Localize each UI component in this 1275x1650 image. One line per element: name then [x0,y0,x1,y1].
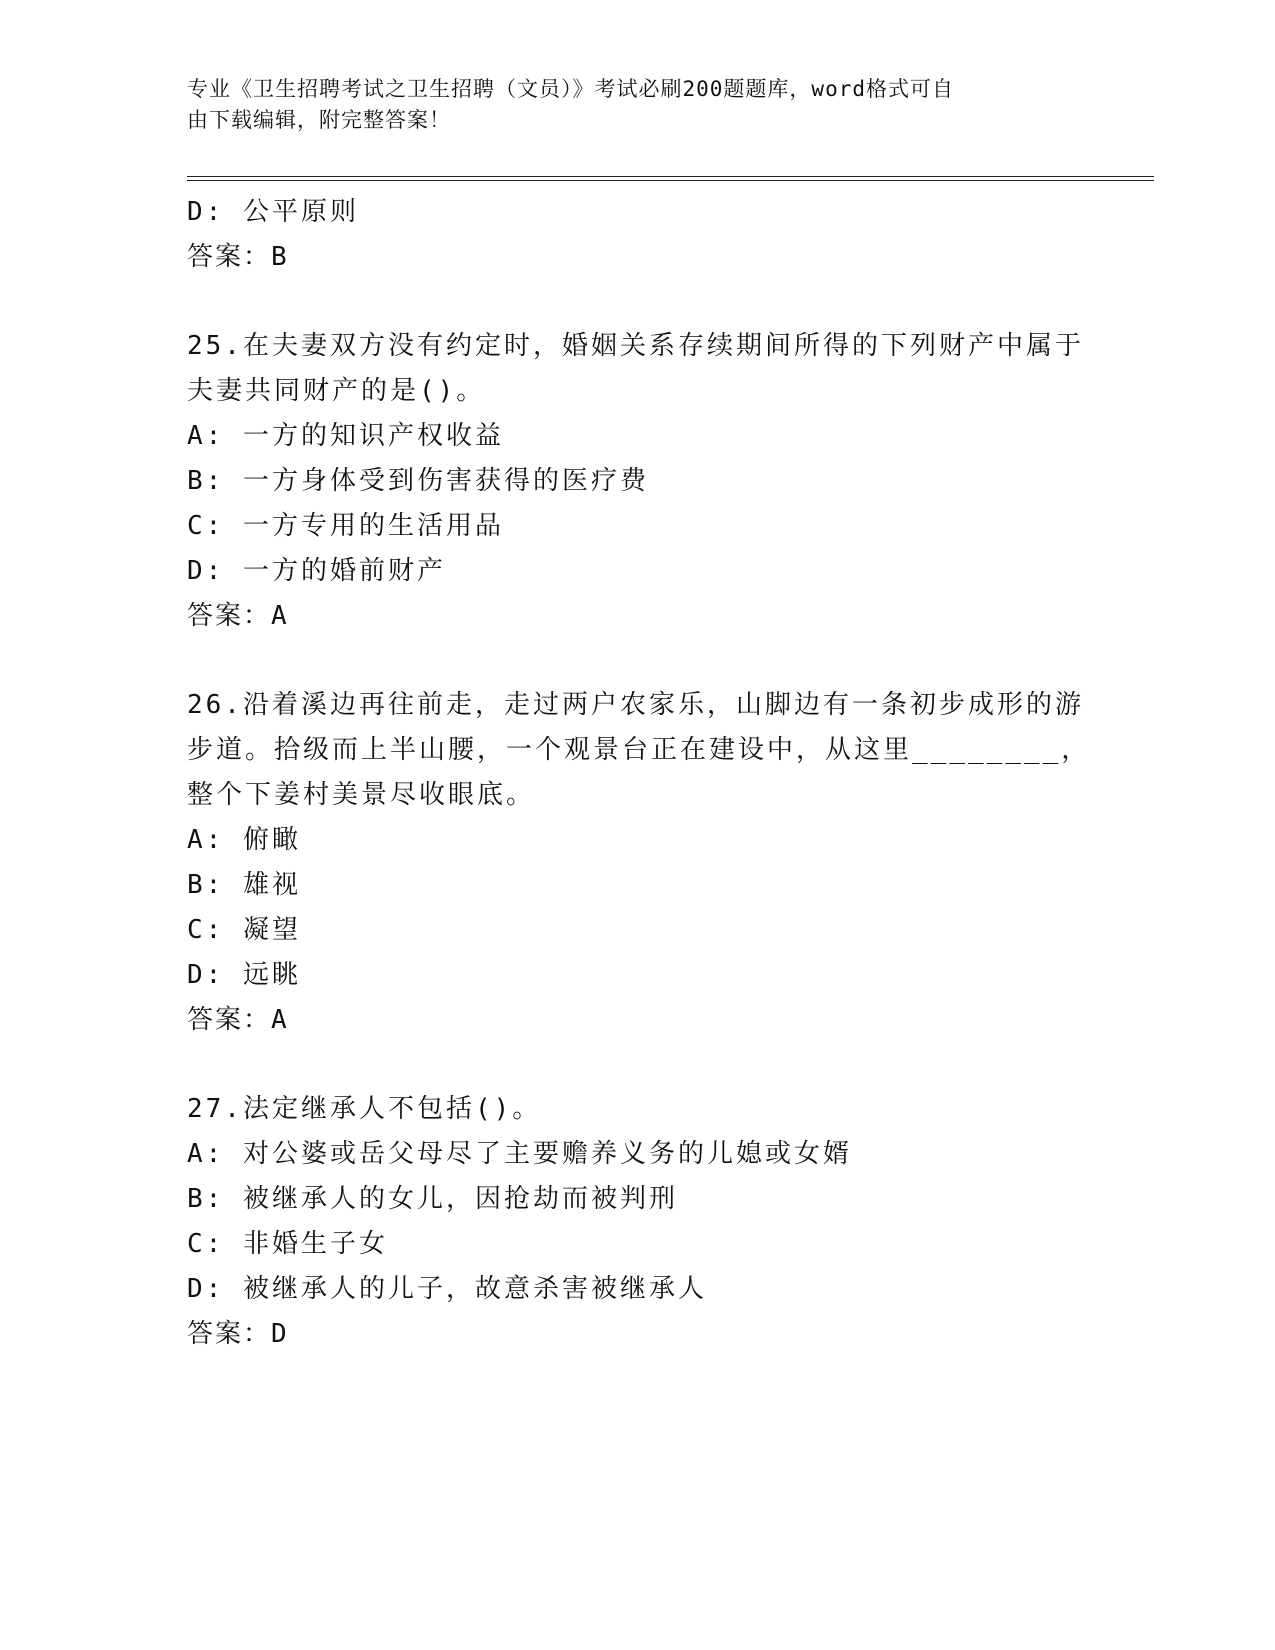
q25-option-b: B: 一方身体受到伤害获得的医疗费 [187,466,649,496]
q25-stem-line-2: 夫妻共同财产的是()。 [187,376,486,406]
spacer [187,280,1087,324]
spacer [187,639,1087,683]
header-line-1: 专业《卫生招聘考试之卫生招聘（文员）》考试必刷200题题库，word格式可自 [187,77,954,101]
prev-answer: 答案：B [187,242,289,272]
page-header [187,74,1067,136]
q26-option-b: B: 雄视 [187,870,301,900]
q26-stem-line-3: 整个下姜村美景尽收眼底。 [187,780,536,810]
q27-stem-line-1: 27.法定继承人不包括()。 [187,1094,542,1124]
document-body [187,190,1091,1357]
q27-option-d: D: 被继承人的儿子，故意杀害被继承人 [187,1274,707,1304]
q26-option-d: D: 远眺 [187,960,301,990]
spacer [187,1043,1087,1087]
q25-option-c: C: 一方专用的生活用品 [187,511,504,541]
q27-option-b: B: 被继承人的女儿，因抢劫而被判刑 [187,1184,678,1214]
q26-stem-line-2: 步道。拾级而上半山腰，一个观景台正在建设中，从这里________， [187,735,1091,765]
prev-option-d: D: 公平原则 [187,197,359,227]
q25-option-a: A: 一方的知识产权收益 [187,421,504,451]
q27-answer: 答案：D [187,1319,289,1349]
q26-stem-line-1: 26.沿着溪边再往前走，走过两户农家乐，山脚边有一条初步成形的游 [187,690,1084,720]
q26-option-a: A: 俯瞰 [187,825,301,855]
q26-answer: 答案：A [187,1005,289,1035]
header-line-2: 由下载编辑，附完整答案！ [187,108,451,132]
q25-option-d: D: 一方的婚前财产 [187,556,446,586]
q25-answer: 答案：A [187,601,289,631]
q27-option-c: C: 非婚生子女 [187,1229,388,1259]
q27-option-a: A: 对公婆或岳父母尽了主要赡养义务的儿媳或女婿 [187,1139,852,1169]
q26-option-c: C: 凝望 [187,915,301,945]
header-divider [187,176,1154,181]
q25-stem-line-1: 25.在夫妻双方没有约定时，婚姻关系存续期间所得的下列财产中属于 [187,331,1084,361]
